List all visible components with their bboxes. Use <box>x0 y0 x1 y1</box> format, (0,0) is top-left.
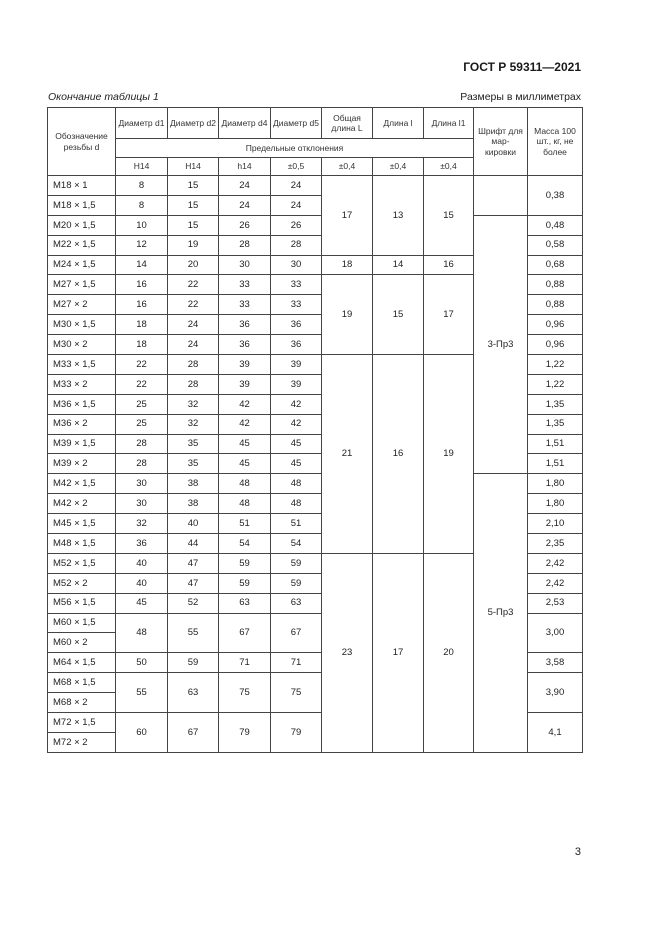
d4-cell: 26 <box>219 215 271 235</box>
designation-cell: М56 × 1,5 <box>48 593 116 613</box>
mass-cell: 2,53 <box>528 593 583 613</box>
d5-cell: 63 <box>271 593 322 613</box>
length-l1-cell: 17 <box>424 275 474 355</box>
mass-cell: 1,35 <box>528 394 583 414</box>
d4-cell: 24 <box>219 195 271 215</box>
d5-cell: 36 <box>271 335 322 355</box>
d5-cell: 59 <box>271 573 322 593</box>
d4-cell: 28 <box>219 235 271 255</box>
d1-cell: 45 <box>116 593 168 613</box>
d5-cell: 39 <box>271 374 322 394</box>
designation-cell: М52 × 2 <box>48 573 116 593</box>
d2-cell: 22 <box>168 275 219 295</box>
d2-cell: 52 <box>168 593 219 613</box>
d4-cell: 42 <box>219 394 271 414</box>
d4-cell: 36 <box>219 315 271 335</box>
mass-cell: 2,35 <box>528 534 583 554</box>
d2-cell: 35 <box>168 454 219 474</box>
d5-cell: 42 <box>271 414 322 434</box>
d4-cell: 51 <box>219 514 271 534</box>
d2-cell: 24 <box>168 335 219 355</box>
d4-cell: 33 <box>219 295 271 315</box>
d2-cell: 28 <box>168 355 219 375</box>
tolerance-d4: h14 <box>219 158 271 176</box>
d5-cell: 33 <box>271 275 322 295</box>
d2-cell: 55 <box>168 613 219 653</box>
d2-cell: 24 <box>168 315 219 335</box>
d5-cell: 75 <box>271 673 322 713</box>
length-L-cell: 19 <box>322 275 373 355</box>
d5-cell: 48 <box>271 494 322 514</box>
d2-cell: 67 <box>168 713 219 753</box>
designation-cell: М27 × 2 <box>48 295 116 315</box>
mass-cell: 4,1 <box>528 713 583 753</box>
d2-cell: 20 <box>168 255 219 275</box>
font-cell: 3-Пр3 <box>474 215 528 474</box>
d1-cell: 55 <box>116 673 168 713</box>
header-length-l1: Длина l1 <box>424 108 474 139</box>
d4-cell: 30 <box>219 255 271 275</box>
d4-cell: 63 <box>219 593 271 613</box>
d2-cell: 59 <box>168 653 219 673</box>
mass-cell: 1,80 <box>528 494 583 514</box>
d4-cell: 39 <box>219 355 271 375</box>
table-row <box>48 474 583 494</box>
d2-cell: 15 <box>168 195 219 215</box>
d5-cell: 48 <box>271 474 322 494</box>
length-L-cell: 21 <box>322 355 373 554</box>
d5-cell: 79 <box>271 713 322 753</box>
d2-cell: 15 <box>168 176 219 196</box>
d1-cell: 60 <box>116 713 168 753</box>
length-l1-cell: 19 <box>424 355 474 554</box>
d5-cell: 33 <box>271 295 322 315</box>
d1-cell: 8 <box>116 176 168 196</box>
designation-cell: М45 × 1,5 <box>48 514 116 534</box>
d2-cell: 32 <box>168 394 219 414</box>
header-font: Шрифт для мар-кировки <box>474 108 528 176</box>
designation-cell: М18 × 1,5 <box>48 195 116 215</box>
d1-cell: 16 <box>116 295 168 315</box>
d5-cell: 67 <box>271 613 322 653</box>
d4-cell: 59 <box>219 553 271 573</box>
d2-cell: 28 <box>168 374 219 394</box>
d1-cell: 30 <box>116 494 168 514</box>
d4-cell: 42 <box>219 414 271 434</box>
designation-cell: М60 × 2 <box>48 633 116 653</box>
length-L-cell: 23 <box>322 553 373 752</box>
designation-cell: М22 × 1,5 <box>48 235 116 255</box>
d4-cell: 45 <box>219 434 271 454</box>
header-d1: Диаметр d1 <box>116 108 168 139</box>
page-number: 3 <box>574 846 581 858</box>
d4-cell: 24 <box>219 176 271 196</box>
mass-cell: 0,96 <box>528 335 583 355</box>
designation-cell: М33 × 2 <box>48 374 116 394</box>
designation-cell: М39 × 2 <box>48 454 116 474</box>
d5-cell: 26 <box>271 215 322 235</box>
d1-cell: 18 <box>116 315 168 335</box>
d1-cell: 10 <box>116 215 168 235</box>
designation-cell: М36 × 1,5 <box>48 394 116 414</box>
length-l-cell: 13 <box>373 176 424 256</box>
d5-cell: 54 <box>271 534 322 554</box>
length-l1-cell: 20 <box>424 553 474 752</box>
designation-cell: М68 × 1,5 <box>48 673 116 693</box>
designation-cell: М30 × 2 <box>48 335 116 355</box>
d1-cell: 28 <box>116 454 168 474</box>
d1-cell: 48 <box>116 613 168 653</box>
d5-cell: 39 <box>271 355 322 375</box>
table-row <box>48 176 583 196</box>
tolerance-d2: H14 <box>168 158 219 176</box>
d2-cell: 44 <box>168 534 219 554</box>
d4-cell: 36 <box>219 335 271 355</box>
mass-cell: 0,58 <box>528 235 583 255</box>
designation-cell: М27 × 1,5 <box>48 275 116 295</box>
d2-cell: 40 <box>168 514 219 534</box>
d4-cell: 33 <box>219 275 271 295</box>
d5-cell: 42 <box>271 394 322 414</box>
mass-cell: 0,88 <box>528 295 583 315</box>
font-cell <box>474 176 528 216</box>
d5-cell: 59 <box>271 553 322 573</box>
tolerance-d1: H14 <box>116 158 168 176</box>
designation-cell: М42 × 2 <box>48 494 116 514</box>
d1-cell: 22 <box>116 374 168 394</box>
mass-cell: 3,90 <box>528 673 583 713</box>
mass-cell: 0,68 <box>528 255 583 275</box>
d5-cell: 24 <box>271 176 322 196</box>
table-row <box>48 215 583 235</box>
designation-cell: М24 × 1,5 <box>48 255 116 275</box>
dimensions-table <box>47 107 583 753</box>
length-L-cell: 17 <box>322 176 373 256</box>
d1-cell: 8 <box>116 195 168 215</box>
length-l-cell: 17 <box>373 553 424 752</box>
d1-cell: 18 <box>116 335 168 355</box>
table-body <box>48 176 583 753</box>
d1-cell: 40 <box>116 573 168 593</box>
d1-cell: 14 <box>116 255 168 275</box>
designation-cell: М39 × 1,5 <box>48 434 116 454</box>
d1-cell: 30 <box>116 474 168 494</box>
d1-cell: 25 <box>116 394 168 414</box>
designation-cell: М68 × 2 <box>48 693 116 713</box>
mass-cell: 1,51 <box>528 454 583 474</box>
d4-cell: 39 <box>219 374 271 394</box>
d5-cell: 30 <box>271 255 322 275</box>
d5-cell: 45 <box>271 434 322 454</box>
d4-cell: 48 <box>219 474 271 494</box>
designation-cell: М60 × 1,5 <box>48 613 116 633</box>
d2-cell: 38 <box>168 494 219 514</box>
standard-number: ГОСТ Р 59311—2021 <box>463 60 581 74</box>
d2-cell: 19 <box>168 235 219 255</box>
d2-cell: 63 <box>168 673 219 713</box>
d1-cell: 40 <box>116 553 168 573</box>
header-length-l: Длина l <box>373 108 424 139</box>
designation-cell: М36 × 2 <box>48 414 116 434</box>
length-l-cell: 16 <box>373 355 424 554</box>
mass-cell: 1,35 <box>528 414 583 434</box>
mass-cell: 0,96 <box>528 315 583 335</box>
d5-cell: 36 <box>271 315 322 335</box>
mass-cell: 2,42 <box>528 553 583 573</box>
font-cell: 5-Пр3 <box>474 474 528 752</box>
d4-cell: 54 <box>219 534 271 554</box>
mass-cell: 1,51 <box>528 434 583 454</box>
length-l-cell: 14 <box>373 255 424 275</box>
d1-cell: 25 <box>116 414 168 434</box>
header-d5: Диаметр d5 <box>271 108 322 139</box>
designation-cell: М48 × 1,5 <box>48 534 116 554</box>
d2-cell: 47 <box>168 553 219 573</box>
mass-cell: 1,22 <box>528 355 583 375</box>
mass-cell: 0,38 <box>528 176 583 216</box>
units-note: Размеры в миллиметрах <box>460 91 581 103</box>
length-l-cell: 15 <box>373 275 424 355</box>
tolerance-L: ±0,4 <box>322 158 373 176</box>
mass-cell: 1,80 <box>528 474 583 494</box>
length-l1-cell: 16 <box>424 255 474 275</box>
header-deviations: Предельные отклонения <box>116 139 474 158</box>
designation-cell: М72 × 1,5 <box>48 713 116 733</box>
d1-cell: 22 <box>116 355 168 375</box>
d4-cell: 71 <box>219 653 271 673</box>
header-mass: Масса 100 шт., кг, не более <box>528 108 583 176</box>
header-d4: Диаметр d4 <box>219 108 271 139</box>
designation-cell: М20 × 1,5 <box>48 215 116 235</box>
designation-cell: М52 × 1,5 <box>48 553 116 573</box>
mass-cell: 0,48 <box>528 215 583 235</box>
length-L-cell: 18 <box>322 255 373 275</box>
d4-cell: 79 <box>219 713 271 753</box>
d4-cell: 48 <box>219 494 271 514</box>
d2-cell: 38 <box>168 474 219 494</box>
designation-cell: М42 × 1,5 <box>48 474 116 494</box>
header-d2: Диаметр d2 <box>168 108 219 139</box>
header-length-L: Общая длина L <box>322 108 373 139</box>
table-caption: Окончание таблицы 1 <box>48 91 159 103</box>
d2-cell: 47 <box>168 573 219 593</box>
d1-cell: 12 <box>116 235 168 255</box>
d4-cell: 75 <box>219 673 271 713</box>
d1-cell: 16 <box>116 275 168 295</box>
d4-cell: 45 <box>219 454 271 474</box>
d2-cell: 32 <box>168 414 219 434</box>
d4-cell: 67 <box>219 613 271 653</box>
mass-cell: 2,42 <box>528 573 583 593</box>
d5-cell: 28 <box>271 235 322 255</box>
tolerance-l: ±0,4 <box>373 158 424 176</box>
d4-cell: 59 <box>219 573 271 593</box>
d1-cell: 36 <box>116 534 168 554</box>
header-designation: Обозначение резьбы d <box>48 108 116 176</box>
designation-cell: М33 × 1,5 <box>48 355 116 375</box>
d5-cell: 51 <box>271 514 322 534</box>
designation-cell: М64 × 1,5 <box>48 653 116 673</box>
mass-cell: 0,88 <box>528 275 583 295</box>
d2-cell: 22 <box>168 295 219 315</box>
d1-cell: 32 <box>116 514 168 534</box>
d2-cell: 15 <box>168 215 219 235</box>
tolerance-l1: ±0,4 <box>424 158 474 176</box>
length-l1-cell: 15 <box>424 176 474 256</box>
designation-cell: М18 × 1 <box>48 176 116 196</box>
d5-cell: 71 <box>271 653 322 673</box>
tolerance-d5: ±0,5 <box>271 158 322 176</box>
mass-cell: 2,10 <box>528 514 583 534</box>
mass-cell: 3,00 <box>528 613 583 653</box>
d5-cell: 24 <box>271 195 322 215</box>
designation-cell: М30 × 1,5 <box>48 315 116 335</box>
d5-cell: 45 <box>271 454 322 474</box>
designation-cell: М72 × 2 <box>48 732 116 752</box>
d2-cell: 35 <box>168 434 219 454</box>
d1-cell: 28 <box>116 434 168 454</box>
mass-cell: 1,22 <box>528 374 583 394</box>
d1-cell: 50 <box>116 653 168 673</box>
mass-cell: 3,58 <box>528 653 583 673</box>
